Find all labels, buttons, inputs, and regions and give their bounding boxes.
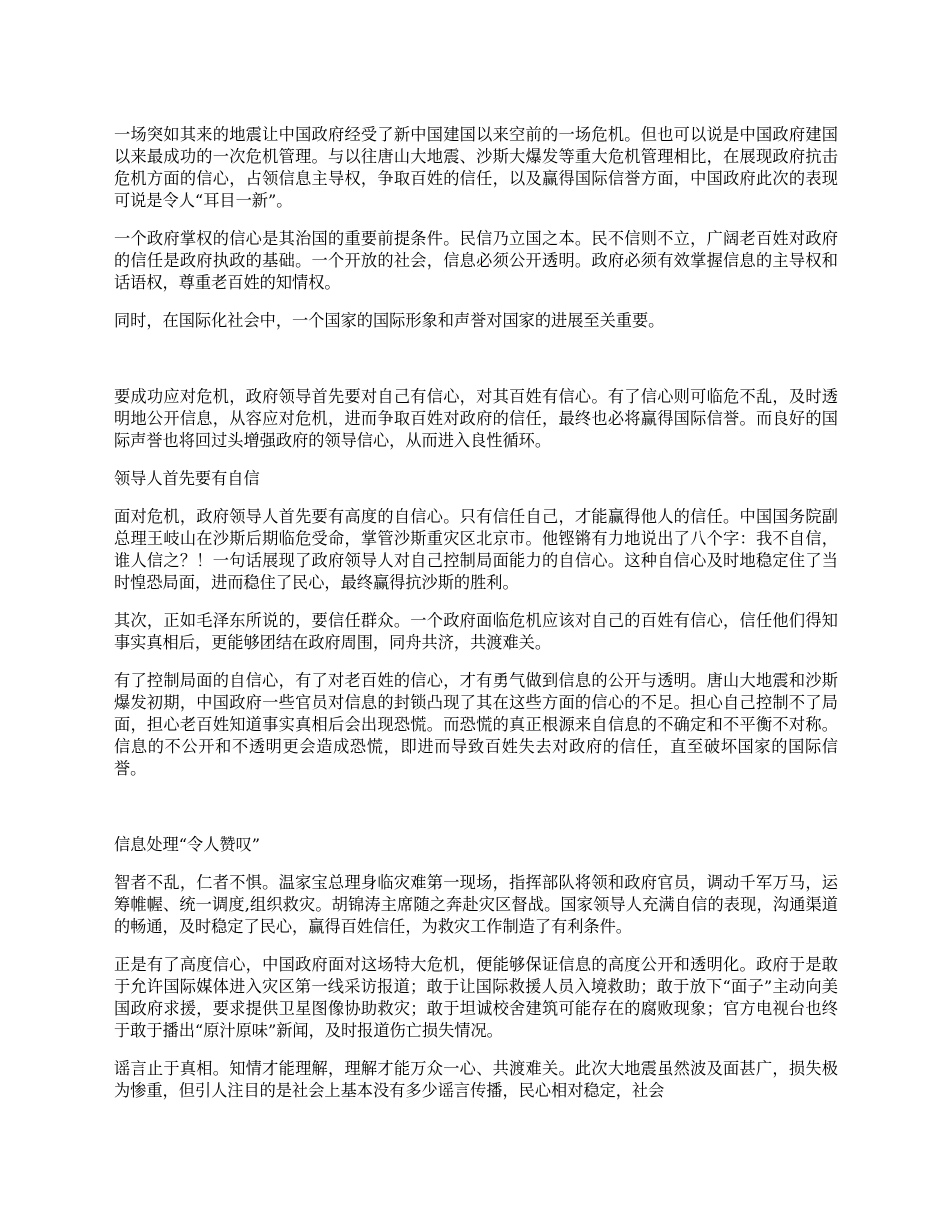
paragraph: 一场突如其来的地震让中国政府经受了新中国建国以来空前的一场危机。但也可以说是中国政府建国以来最成功的一次危机管理。与以往唐山大地震、沙斯大爆发等重大危机管理相比，在展现政府抗击危机方面的信心，占领信息主导权，争取百姓的信任，以及赢得国际信誉方面，中国政府此次的表现可说是令人“耳目一新”。 bbox=[114, 125, 838, 210]
paragraph: 其次，正如毛泽东所说的，要信任群众。一个政府面临危机应该对自己的百姓有信心，信任他们得知事实真相后，更能够团结在政府周围，同舟共济，共渡难关。 bbox=[114, 611, 838, 652]
paragraph: 有了控制局面的自信心，有了对老百姓的信心，才有勇气做到信息的公开与透明。唐山大地震和沙斯爆发初期，中国政府一些官员对信息的封锁凸现了其在这些方面的信心的不足。担心自己控制不了局面，担心老百姓知道事实真相后会出现恐慌。而恐慌的真正根源来自信息的不确定和不平衡不对称。信息的不公开和不透明更会造成恐慌，即进而导致百姓失去对政府的信任，直至破坏国家的国际信誉。 bbox=[114, 671, 838, 778]
paragraph: 一个政府掌权的信心是其治国的重要前提条件。民信乃立国之本。民不信则不立，广阔老百姓对政府的信任是政府执政的基础。一个开放的社会，信息必须公开透明。政府必须有效掌握信息的主导权和话语权，尊重老百姓的知情权。 bbox=[114, 229, 838, 292]
section-heading: 领导人首先要有自信 bbox=[114, 469, 260, 488]
document-body bbox=[114, 124, 838, 1118]
section-gap bbox=[114, 796, 838, 834]
paragraph: 面对危机，政府领导人首先要有高度的自信心。只有信任自己，才能赢得他人的信任。中国国务院副总理王岐山在沙斯后期临危受命，掌管沙斯重灾区北京市。他铿锵有力地说出了八个字：我不自信，谁人信之？！一句话展现了政府领导人对自己控制局面能力的自信心。这种自信心及时地稳定住了当时惶恐局面，进而稳住了民心，最终赢得抗沙斯的胜利。 bbox=[114, 507, 838, 592]
paragraph: 要成功应对危机，政府领导首先要对自己有信心，对其百姓有信心。有了信心则可临危不乱，及时透明地公开信息，从容应对危机，进而争取百姓对政府的信任，最终也必将赢得国际信誉。而良好的国际声誉也将回过头增强政府的领导信心，从而进入良性循环。 bbox=[114, 387, 838, 450]
paragraph: 同时，在国际化社会中，一个国家的国际形象和声誉对国家的进展至关重要。 bbox=[114, 311, 665, 330]
paragraph: 智者不乱，仁者不惧。温家宝总理身临灾难第一现场，指挥部队将领和政府官员，调动千军万马，运筹帷幄、统一调度,组织救灾。胡锦涛主席随之奔赴灾区督战。国家领导人充满自信的表现，沟通渠道的畅通，及时稳定了民心，赢得百姓信任，为救灾工作制造了有利条件。 bbox=[114, 873, 838, 936]
section-heading: 信息处理“令人赞叹” bbox=[114, 835, 261, 854]
paragraph: 谣言止于真相。知情才能理解，理解才能万众一心、共渡难关。此次大地震虽然波及面甚广，损失极为惨重，但引人注目的是社会上基本没有多少谣言传播，民心相对稳定，社会 bbox=[114, 1059, 838, 1100]
paragraph: 正是有了高度信心，中国政府面对这场特大危机，便能够保证信息的高度公开和透明化。政府于是敢于允许国际媒体进入灾区第一线采访报道；敢于让国际救援人员入境救助；敢于放下“面子”主动向美国政府求援，要求提供卫星图像协助救灾；敢于坦诚校舍建筑可能存在的腐败现象；官方电视台也终于敢于播出“原汁原味”新闻，及时报道伤亡损失情况。 bbox=[114, 955, 838, 1040]
section-gap bbox=[114, 348, 838, 386]
